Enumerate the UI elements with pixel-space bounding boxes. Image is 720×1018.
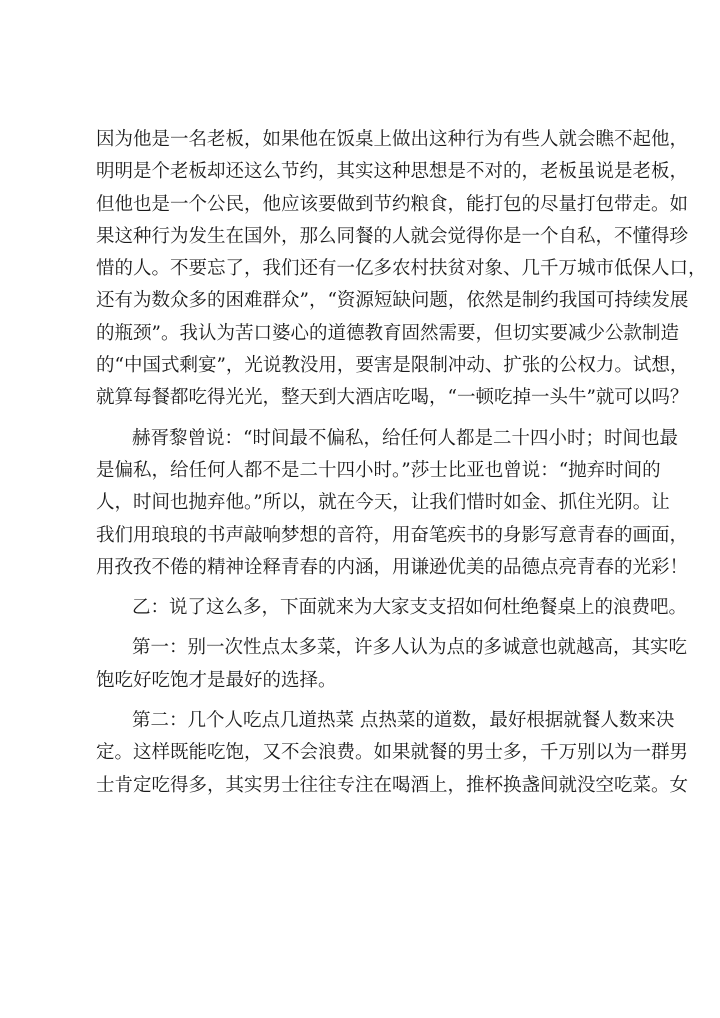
text-line: 因为他是一名老板，如果他在饭桌上做出这种行为有些人就会瞧不起他，	[96, 129, 689, 150]
text-line: 还有为数众多的困难群众”，“资源短缺问题，依然是制约我国可持续发展	[96, 290, 689, 312]
paragraph	[96, 124, 707, 415]
text-line: 但他也是一个公民，他应该要做到节约粮食，能打包的尽量打包带走。如	[96, 193, 689, 215]
text-line: 用孜孜不倦的精神诠释青春的内涵，用谦逊优美的品德点亮青春的光彩！	[96, 556, 689, 578]
text-line: 惜的人。不要忘了，我们还有一亿多农村扶贫对象、几千万城市低保人口，	[96, 258, 707, 280]
text-line: 第二：几个人吃点几道热菜 点热菜的道数，最好根据就餐人数来决	[132, 710, 675, 732]
paragraph	[96, 632, 688, 697]
text-line: 人，时间也抛弃他。”所以，就在今天，让我们惜时如金、抓住光阴。让	[96, 492, 670, 514]
paragraph	[96, 592, 688, 624]
text-line: 我们用琅琅的书声敲响梦想的音符，用奋笔疾书的身影写意青春的画面，	[96, 524, 689, 546]
text-line: 的“中国式剩宴”，光说教没用，要害是限制冲动、扩张的公权力。试想，	[96, 355, 689, 377]
paragraph	[96, 423, 689, 584]
text-line: 第一：别一次性点太多菜，许多人认为点的多诚意也就越高，其实吃	[132, 637, 688, 659]
text-line: 士肯定吃得多，其实男士往往专注在喝酒上，推杯换盏间就没空吃菜。女	[96, 774, 689, 796]
text-line: 就算每餐都吃得光光，整天到大酒店吃喝，“一顿吃掉一头牛”就可以吗？	[96, 387, 689, 409]
paragraph	[96, 705, 689, 802]
text-line: 饱吃好吃饱才是最好的选择。	[96, 669, 337, 691]
text-line: 赫胥黎曾说：“时间最不偏私，给任何人都是二十四小时；时间也最	[132, 427, 678, 449]
text-line: 明明是个老板却还这么节约，其实这种思想是不对的，老板虽说是老板，	[96, 161, 689, 183]
text-line: 果这种行为发生在国外，那么同餐的人就会觉得你是一个自私，不懂得珍	[96, 225, 689, 247]
text-line: 定。这样既能吃饱，又不会浪费。如果就餐的男士多，千万别以为一群男	[96, 742, 689, 764]
document-body	[96, 124, 707, 802]
text-line: 的瓶颈”。我认为苦口婆心的道德教育固然需要，但切实要减少公款制造	[96, 322, 679, 344]
text-line: 是偏私，给任何人都不是二十四小时。”莎士比亚也曾说：“抛弃时间的	[96, 459, 661, 481]
text-line: 乙：说了这么多，下面就来为大家支支招如何杜绝餐桌上的浪费吧。	[132, 597, 688, 619]
